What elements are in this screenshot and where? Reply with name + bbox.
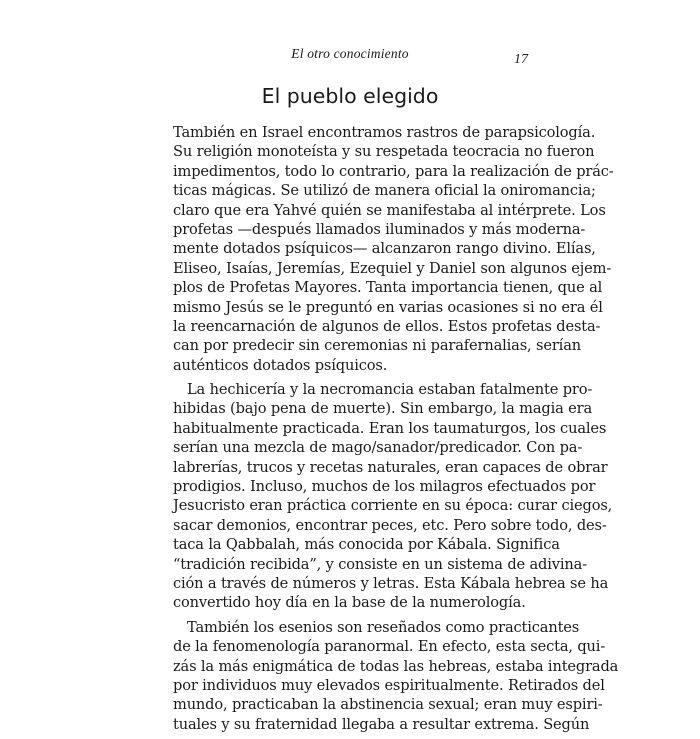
- text-line: claro que era Yahvé quién se manifestaba al intérprete. Los: [173, 201, 606, 219]
- text-line: La hechicería y la necromancia estaban fatalmente pro-: [187, 381, 593, 399]
- text-line: labrerías, trucos y recetas naturales, eran capaces de obrar: [173, 458, 608, 476]
- text-line: impedimentos, todo lo contrario, para la realización de prác-: [173, 162, 614, 180]
- text-line: ticas mágicas. Se utilizó de manera oficial la oniromancia;: [173, 182, 596, 200]
- text-line: can por predecir sin ceremonias ni parafernalias, serían: [173, 337, 581, 355]
- running-head: El otro conocimiento: [291, 46, 409, 61]
- page-number: 17: [514, 52, 528, 67]
- text-line: ción a través de números y letras. Esta Kábala hebrea se ha: [173, 574, 609, 592]
- text-line: mundo, practicaban la abstinencia sexual; eran muy espiri-: [173, 696, 603, 714]
- paragraph-1: [173, 123, 614, 375]
- text-line: la reencarnación de algunos de ellos. Estos profetas desta-: [173, 317, 601, 335]
- text-line: habitualmente practicada. Eran los taumaturgos, los cuales: [173, 419, 607, 437]
- text-line: plos de Profetas Mayores. Tanta importancia tienen, que al: [173, 279, 603, 297]
- text-line: mente dotados psíquicos— alcanzaron rango divino. Elías,: [173, 240, 596, 258]
- text-line: auténticos dotados psíquicos.: [173, 356, 388, 374]
- text-line: serían una mezcla de mago/sanador/predicador. Con pa-: [173, 439, 583, 457]
- text-line: zás la más enigmática de todas las hebreas, estaba integrada: [173, 657, 619, 675]
- text-line: sacar demonios, encontrar peces, etc. Pero sobre todo, des-: [173, 516, 607, 534]
- text-line: de la fenomenología paranormal. En efecto, esta secta, qui-: [173, 638, 606, 656]
- text-line: Jesucristo eran práctica corriente en su época: curar ciegos,: [173, 497, 613, 515]
- paragraph-2: [173, 380, 613, 613]
- text-line: Eliseo, Isaías, Jeremías, Ezequiel y Daniel son algunos ejem-: [173, 259, 612, 277]
- chapter-title: El pueblo elegido: [261, 84, 439, 108]
- text-line: por individuos muy elevados espiritualmente. Retirados del: [173, 676, 605, 694]
- text-line: mismo Jesús se le preguntó en varias ocasiones si no era él: [173, 298, 603, 316]
- text-line: convertido hoy día en la base de la numerología.: [173, 594, 526, 612]
- text-line: También en Israel encontramos rastros de parapsicología.: [173, 124, 596, 141]
- paragraph-3: [173, 618, 619, 734]
- text-line: prodigios. Incluso, muchos de los milagros efectuados por: [173, 478, 596, 496]
- text-line: hibidas (bajo pena de muerte). Sin embargo, la magia era: [173, 400, 593, 418]
- text-line: tuales y su fraternidad llegaba a resultar extrema. Según: [173, 715, 590, 733]
- text-line: También los esenios son reseñados como practicantes: [187, 618, 580, 636]
- text-line: taca la Qabbalah, más conocida por Kábala. Significa: [173, 536, 560, 554]
- text-line: profetas —después llamados iluminados y más moderna-: [173, 220, 586, 238]
- body-text: [173, 123, 619, 739]
- text-line: Su religión monoteísta y su respetada teocracia no fueron: [173, 143, 595, 161]
- text-line: “tradición recibida”, y consiste en un sistema de adivina-: [173, 555, 587, 573]
